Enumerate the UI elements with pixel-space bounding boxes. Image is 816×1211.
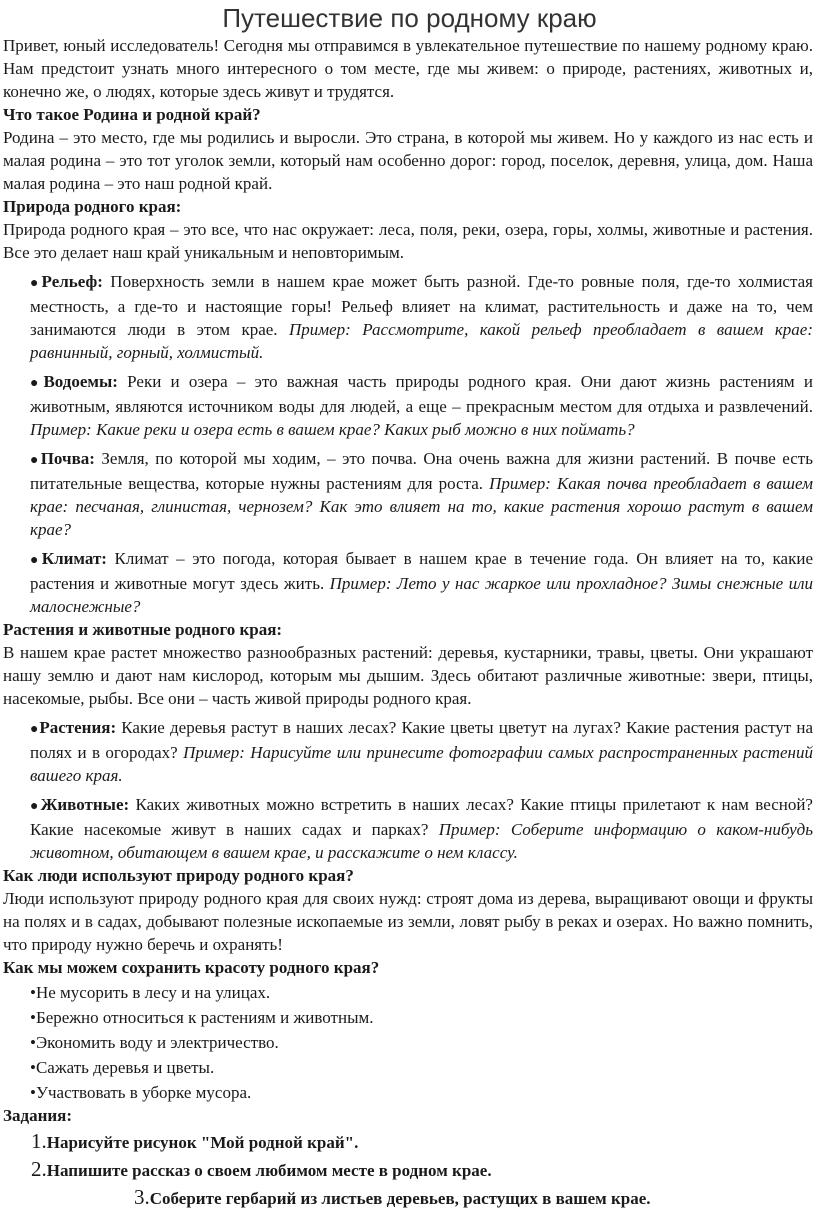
bullet-icon: ●	[30, 722, 40, 737]
list-item	[3, 547, 816, 618]
task-item	[3, 1129, 816, 1155]
list-item-text: Бережно относиться к растениям и животным.	[35, 1008, 374, 1027]
section-heading-tasks: Задания:	[3, 1106, 73, 1125]
bullet-icon: •	[30, 1058, 36, 1077]
list-item-text: Сажать деревья и цветы.	[35, 1058, 215, 1077]
list-item-text: Климат – это погода, которая бывает в нашем крае в течение года. Он влияет на то, какие растения и животные могут здесь жить.	[30, 549, 813, 593]
list-item	[3, 370, 816, 441]
list-item-text: Не мусорить в лесу и на улицах.	[35, 983, 271, 1002]
list-item-text: Какие деревья растут в наших лесах? Какие цветы цветут на лугах? Какие растения растут на полях и в огородах?	[30, 718, 813, 762]
task-item	[3, 1185, 816, 1211]
list-item-example: Пример: Лето у нас жаркое или прохладное? Зимы снежные или малоснежные?	[30, 574, 813, 616]
list-item-label: Животные:	[40, 795, 130, 814]
list-item-example: Пример: Нарисуйте или принесите фотографии самых распространенных растений вашего края.	[30, 743, 813, 785]
task-text: Напишите рассказ о своем любимом месте в родном крае.	[46, 1161, 492, 1180]
nature-paragraph: Природа родного края – это все, что нас окружает: леса, поля, реки, озера, горы, холмы, животные и растения. Все это делает наш край уникальным и неповторимым.	[3, 220, 813, 262]
list-item-label: Климат:	[41, 549, 107, 568]
list-item-text: Поверхность земли в нашем крае может быть разной. Где-то ровные поля, где-то холмистая местность, а где-то и настоящие горы! Рельеф влияет на климат, растительность и даже на то, чем занимаются люди в этом крае.	[30, 272, 813, 339]
bullet-icon: ●	[30, 799, 41, 814]
list-item-example: Пример: Рассмотрите, какой рельеф преобладает в вашем крае: равнинный, горный, холмистый.	[30, 320, 813, 362]
bullet-icon: •	[30, 983, 36, 1002]
list-item	[3, 793, 816, 864]
list-item-text: Земля, по которой мы ходим, – это почва. Она очень важна для жизни растений. В почве есть питательные вещества, которые нужны растениям для роста.	[30, 449, 813, 493]
page-title: Путешествие по родному краю	[222, 3, 597, 33]
list-item	[3, 1081, 816, 1104]
list-item-example: Пример: Какие реки и озера есть в вашем крае? Каких рыб можно в них поймать?	[30, 420, 635, 439]
bullet-icon: ●	[30, 276, 42, 291]
section-heading-preserve: Как мы можем сохранить красоту родного края?	[3, 958, 380, 977]
list-item-label: Рельеф:	[41, 272, 103, 291]
list-item	[3, 1006, 816, 1029]
list-item-text: Участвовать в уборке мусора.	[35, 1083, 252, 1102]
list-item-text: Экономить воду и электричество.	[35, 1033, 279, 1052]
list-item-example: Пример: Соберите информацию о каком-нибудь животном, обитающем в вашем крае, и расскажите о нем классу.	[30, 820, 813, 862]
list-item	[3, 447, 816, 541]
bullet-icon: ●	[30, 376, 44, 391]
section-heading-flora-fauna: Растения и животные родного края:	[3, 620, 283, 639]
section-heading-homeland: Что такое Родина и родной край?	[3, 105, 261, 124]
section-heading-nature: Природа родного края:	[3, 197, 182, 216]
list-item	[3, 1056, 816, 1079]
task-text: Соберите гербарий из листьев деревьев, растущих в вашем крае.	[149, 1189, 651, 1208]
list-item-label: Почва:	[40, 449, 95, 468]
flora-fauna-paragraph: В нашем крае растет множество разнообразных растений: деревья, кустарники, травы, цветы. Они украшают нашу землю и дают нам кислород, которым мы дышим. Здесь обитают различные животные: звери, птицы, насекомые, рыбы. Все они – часть живой природы родного края.	[3, 643, 813, 708]
list-item-text: Реки и озера – это важная часть природы родного края. Они дают жизнь растениям и животным, являются источником воды для людей, а еще – прекрасным местом для отдыха и развлечений.	[30, 372, 813, 416]
usage-paragraph: Люди используют природу родного края для своих нужд: строят дома из дерева, выращивают овощи и фрукты на полях и в садах, добывают полезные ископаемые из земли, ловят рыбу в реках и озерах. Но важно помнить, что природу нужно беречь и охранять!	[3, 889, 813, 954]
task-text: Нарисуйте рисунок "Мой родной край".	[46, 1133, 359, 1152]
task-number: 3.	[134, 1185, 150, 1209]
list-item	[3, 716, 816, 787]
list-item-label: Растения:	[39, 718, 117, 737]
bullet-icon: •	[30, 1008, 36, 1027]
task-number: 2.	[31, 1157, 47, 1181]
bullet-icon: •	[30, 1083, 36, 1102]
list-item-example: Пример: Какая почва преобладает в вашем крае: песчаная, глинистая, чернозем? Как это влияет на то, какие растения хорошо растут в вашем крае?	[30, 474, 813, 539]
list-item	[3, 981, 816, 1004]
bullet-icon: •	[30, 1033, 36, 1052]
task-item	[3, 1157, 816, 1183]
intro-paragraph: Привет, юный исследователь! Сегодня мы отправимся в увлекательное путешествие по нашему родному краю. Нам предстоит узнать много интересного о том месте, где мы живем: о природе, растениях, животных и, конечно же, о людях, которые здесь живут и трудятся.	[3, 36, 813, 101]
list-item	[3, 1031, 816, 1054]
task-number: 1.	[31, 1129, 47, 1153]
list-item	[3, 270, 816, 364]
section-heading-usage: Как люди используют природу родного края?	[3, 866, 354, 885]
homeland-paragraph: Родина – это место, где мы родились и выросли. Это страна, в которой мы живем. Но у каждого из нас есть и малая родина – это тот уголок земли, который нам особенно дорог: город, поселок, деревня, улица, дом. Наша малая родина – это наш родной край.	[3, 128, 813, 193]
bullet-icon: ●	[30, 453, 41, 468]
list-item-label: Водоемы:	[43, 372, 118, 391]
list-item-text: Каких животных можно встретить в наших лесах? Какие птицы прилетают к нам весной? Какие насекомые живут в наших садах и парках?	[30, 795, 813, 839]
bullet-icon: ●	[30, 553, 42, 568]
